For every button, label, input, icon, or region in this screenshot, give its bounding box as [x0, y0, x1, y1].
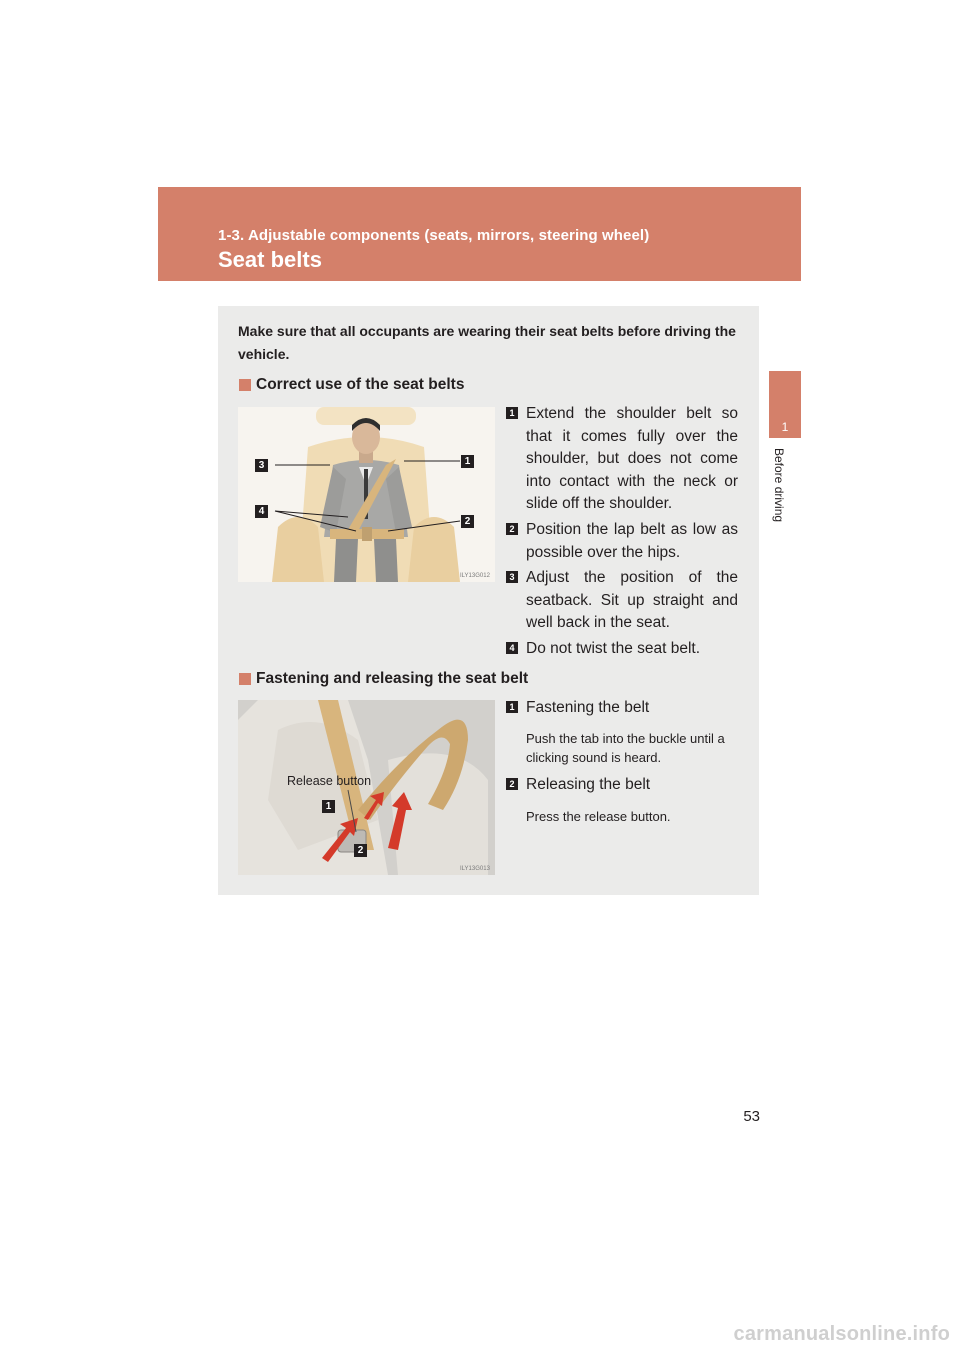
step-detail: Push the tab into the buckle until a clicking sound is heard.: [526, 731, 725, 765]
step-text: Releasing the belt: [526, 776, 651, 793]
step-3: [506, 567, 738, 635]
section-heading-text: Fastening and releasing the seat belt: [256, 670, 529, 687]
step-text: Fastening the belt: [526, 699, 650, 716]
fasten-step-1: [506, 697, 738, 720]
callout-4: 4: [255, 505, 268, 518]
step-text: Extend the shoulder belt so that it comes fully over the shoulder, but does not come into contact with the neck or slide off the shoulder.: [526, 405, 738, 512]
step-number-badge: 2: [506, 778, 518, 790]
figure-code: ILY13G012: [460, 573, 490, 579]
seated-occupant-illustration: [238, 407, 495, 582]
callout-3: 3: [255, 459, 268, 472]
callout-2: 2: [461, 515, 474, 528]
chapter-tab-label-wrap: [766, 448, 792, 548]
step-2: [506, 519, 738, 564]
page-title: Seat belts: [218, 247, 322, 272]
release-button-label: Release button: [287, 774, 372, 788]
callout-1: 1: [322, 800, 335, 813]
square-bullet-icon: [239, 673, 251, 685]
seated-occupant-figure: [238, 407, 495, 582]
page-number: 53: [743, 1108, 760, 1125]
step-text: Adjust the position of the seatback. Sit up straight and well back in the seat.: [526, 569, 738, 631]
step-text: Position the lap belt as low as possible over the hips.: [526, 521, 738, 561]
section-heading-correct-use: [239, 376, 464, 394]
step-number-badge: 4: [506, 642, 518, 654]
chapter-header: [158, 187, 801, 281]
step-text: Do not twist the seat belt.: [526, 640, 701, 657]
intro-text: Make sure that all occupants are wearing their seat belts before driving the vehicle.: [238, 323, 736, 362]
chapter-tab[interactable]: [769, 371, 801, 438]
step-detail: Press the release button.: [526, 809, 671, 824]
callout-2: 2: [354, 844, 367, 857]
chapter-tab-label: Before driving: [772, 448, 786, 523]
section-title: 1-3. Adjustable components (seats, mirrors, steering wheel): [218, 227, 650, 244]
step-number-badge: 2: [506, 523, 518, 535]
step-4: [506, 638, 738, 661]
release-step-2: [506, 774, 738, 797]
chapter-tab-number: 1: [781, 420, 789, 434]
section-heading-text: Correct use of the seat belts: [256, 376, 465, 393]
figure-code: ILY13G013: [460, 866, 490, 872]
step-number-badge: 1: [506, 701, 518, 713]
step-number-badge: 1: [506, 407, 518, 419]
square-bullet-icon: [239, 379, 251, 391]
section-heading-fastening: [239, 670, 528, 688]
step-1: [506, 403, 738, 516]
watermark-text[interactable]: carmanualsonline.info: [733, 1323, 950, 1345]
callout-1: 1: [461, 455, 474, 468]
step-number-badge: 3: [506, 571, 518, 583]
